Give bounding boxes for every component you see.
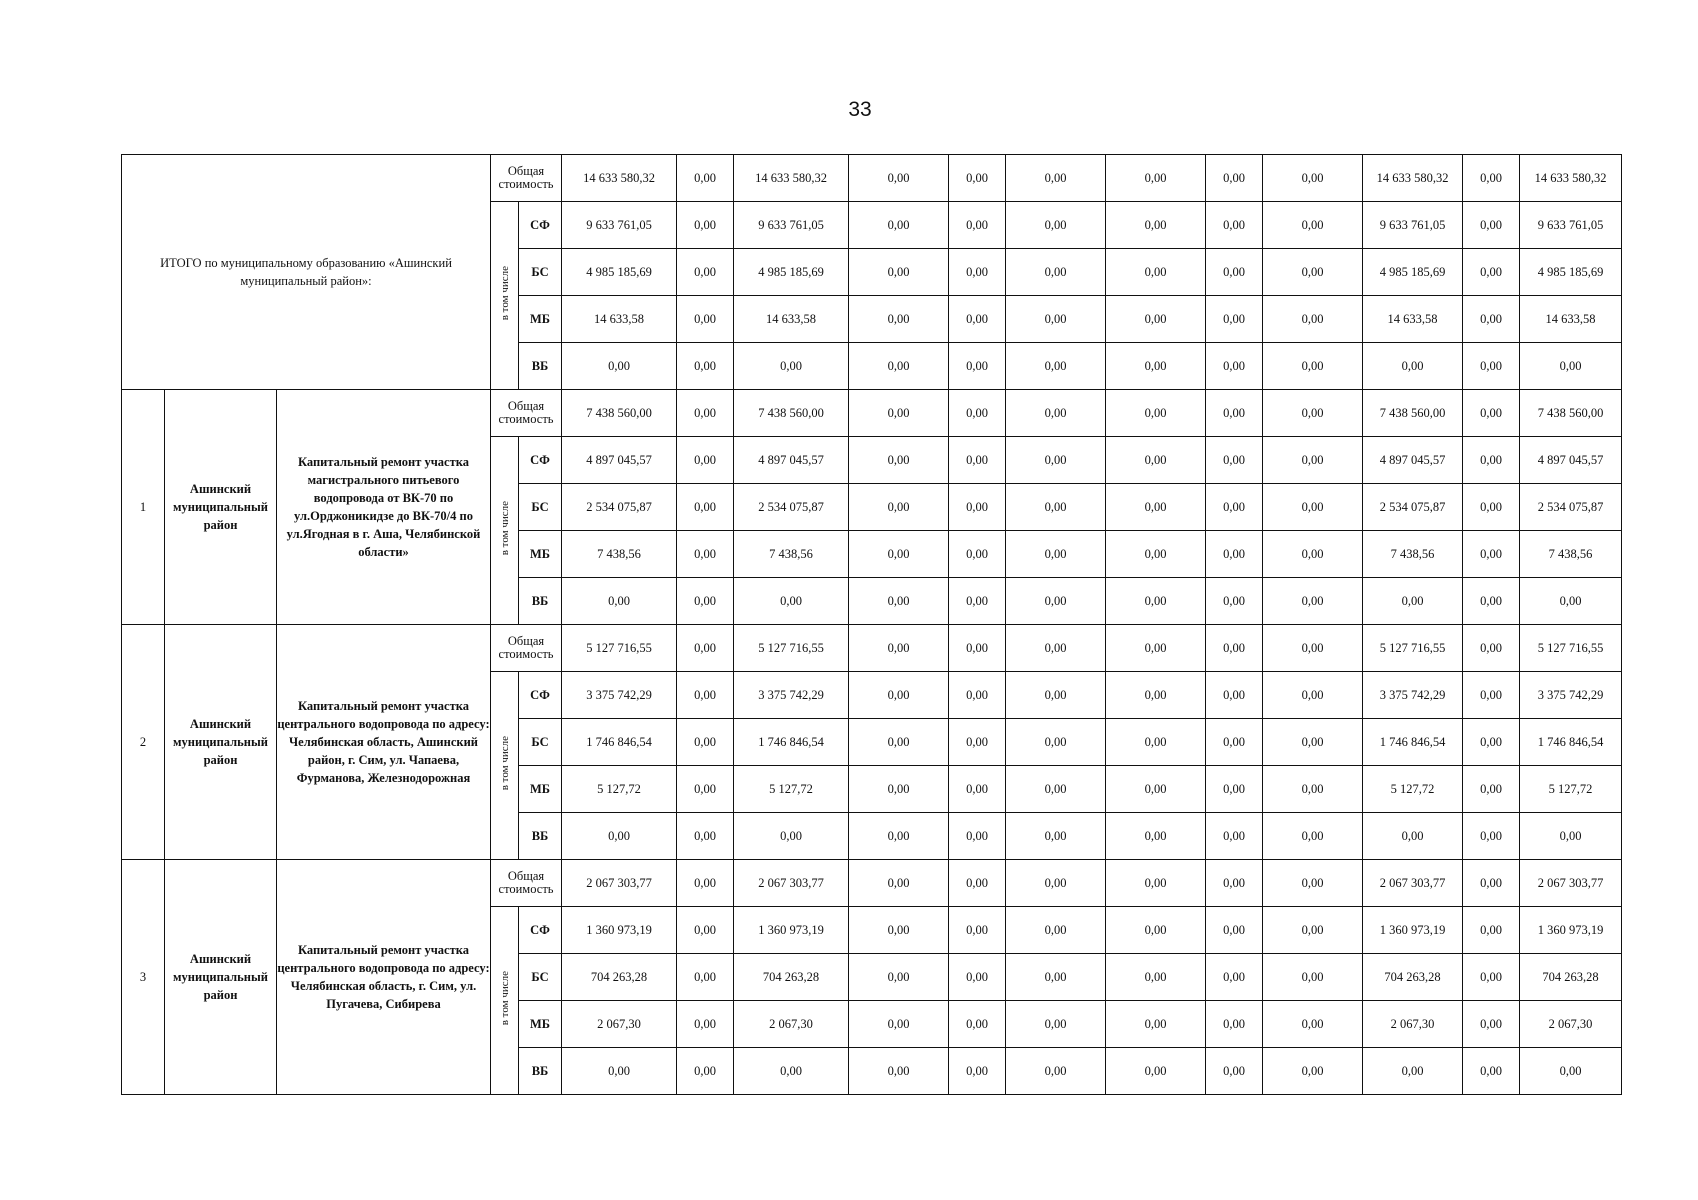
amount-cell: 9 633 761,05 (562, 202, 677, 249)
amount-cell: 0,00 (1263, 202, 1363, 249)
amount-cell: 0,00 (1263, 343, 1363, 390)
amount-cell: 0,00 (949, 202, 1006, 249)
item-number: 1 (122, 390, 165, 625)
amount-cell: 0,00 (1006, 907, 1106, 954)
amount-cell: 0,00 (1463, 907, 1520, 954)
amount-cell: 0,00 (1206, 954, 1263, 1001)
amount-cell: 0,00 (677, 907, 734, 954)
amount-cell: 0,00 (1206, 155, 1263, 202)
amount-cell: 7 438 560,00 (1363, 390, 1463, 437)
amount-cell: 0,00 (1263, 484, 1363, 531)
amount-cell: 5 127 716,55 (1520, 625, 1622, 672)
amount-cell: 2 067 303,77 (1363, 860, 1463, 907)
amount-cell: 704 263,28 (734, 954, 849, 1001)
amount-cell: 0,00 (677, 390, 734, 437)
amount-cell: 0,00 (1106, 766, 1206, 813)
amount-cell: 0,00 (1206, 296, 1263, 343)
amount-cell: 0,00 (734, 813, 849, 860)
summary-title: ИТОГО по муниципальному образованию «Ашинский муниципальный район»: (122, 155, 491, 390)
item-2-row (122, 625, 1622, 672)
funding-source: СФ (519, 907, 562, 954)
amount-cell: 0,00 (1006, 672, 1106, 719)
amount-cell: 704 263,28 (1363, 954, 1463, 1001)
amount-cell: 2 534 075,87 (562, 484, 677, 531)
amount-cell: 0,00 (849, 202, 949, 249)
funding-source: БС (519, 719, 562, 766)
amount-cell: 1 360 973,19 (734, 907, 849, 954)
amount-cell: 1 746 846,54 (1520, 719, 1622, 766)
amount-cell: 0,00 (1006, 860, 1106, 907)
amount-cell: 0,00 (949, 907, 1006, 954)
amount-cell: 4 985 185,69 (562, 249, 677, 296)
amount-cell: 0,00 (1106, 343, 1206, 390)
amount-cell: 14 633,58 (734, 296, 849, 343)
amount-cell: 0,00 (1463, 1048, 1520, 1095)
amount-cell: 7 438,56 (562, 531, 677, 578)
amount-cell: 0,00 (1106, 954, 1206, 1001)
amount-cell: 0,00 (1006, 813, 1106, 860)
funding-source: БС (519, 249, 562, 296)
amount-cell: 0,00 (1006, 155, 1106, 202)
amount-cell: 0,00 (849, 719, 949, 766)
amount-cell: 0,00 (1106, 202, 1206, 249)
amount-cell: 7 438,56 (1520, 531, 1622, 578)
amount-cell: 0,00 (1206, 907, 1263, 954)
amount-cell: 0,00 (1463, 249, 1520, 296)
amount-cell: 0,00 (849, 813, 949, 860)
amount-cell: 0,00 (677, 343, 734, 390)
amount-cell: 0,00 (1006, 1048, 1106, 1095)
amount-cell: 0,00 (1206, 719, 1263, 766)
amount-cell: 2 534 075,87 (1520, 484, 1622, 531)
amount-cell: 4 985 185,69 (1363, 249, 1463, 296)
amount-cell: 0,00 (1106, 578, 1206, 625)
amount-cell: 0,00 (1463, 343, 1520, 390)
amount-cell: 0,00 (1006, 766, 1106, 813)
amount-cell: 0,00 (1263, 860, 1363, 907)
funding-source: МБ (519, 766, 562, 813)
amount-cell: 0,00 (1106, 672, 1206, 719)
amount-cell: 0,00 (949, 390, 1006, 437)
amount-cell: 0,00 (677, 954, 734, 1001)
amount-cell: 0,00 (1106, 719, 1206, 766)
amount-cell: 0,00 (1263, 578, 1363, 625)
amount-cell: 9 633 761,05 (734, 202, 849, 249)
amount-cell: 0,00 (949, 719, 1006, 766)
funding-source: МБ (519, 531, 562, 578)
amount-cell: 0,00 (1463, 390, 1520, 437)
including-text: в том числе (498, 501, 511, 556)
amount-cell: 0,00 (1520, 578, 1622, 625)
amount-cell: 14 633 580,32 (562, 155, 677, 202)
funding-source: МБ (519, 296, 562, 343)
amount-cell: 0,00 (849, 343, 949, 390)
page-number: 33 (848, 98, 872, 121)
amount-cell: 0,00 (677, 296, 734, 343)
funding-source: СФ (519, 202, 562, 249)
amount-cell: 0,00 (1463, 437, 1520, 484)
amount-cell: 0,00 (1263, 437, 1363, 484)
amount-cell: 0,00 (1206, 343, 1263, 390)
amount-cell: 5 127,72 (1363, 766, 1463, 813)
amount-cell: 0,00 (1463, 578, 1520, 625)
amount-cell: 0,00 (1006, 437, 1106, 484)
amount-cell: 1 360 973,19 (562, 907, 677, 954)
amount-cell: 0,00 (949, 343, 1006, 390)
amount-cell: 0,00 (1463, 1001, 1520, 1048)
funding-source: СФ (519, 437, 562, 484)
amount-cell: 0,00 (1263, 296, 1363, 343)
item-1-row (122, 390, 1622, 437)
amount-cell: 0,00 (1463, 766, 1520, 813)
amount-cell: 0,00 (849, 390, 949, 437)
amount-cell: 0,00 (734, 1048, 849, 1095)
amount-cell: 2 067 303,77 (1520, 860, 1622, 907)
amount-cell: 3 375 742,29 (1520, 672, 1622, 719)
amount-cell: 0,00 (1463, 672, 1520, 719)
amount-cell: 0,00 (1106, 531, 1206, 578)
amount-cell: 0,00 (849, 296, 949, 343)
amount-cell: 14 633,58 (1520, 296, 1622, 343)
amount-cell: 0,00 (1206, 484, 1263, 531)
amount-cell: 0,00 (677, 813, 734, 860)
amount-cell: 0,00 (949, 672, 1006, 719)
item-district: Ашинский муниципальный район (165, 625, 277, 860)
amount-cell: 2 534 075,87 (734, 484, 849, 531)
amount-cell: 0,00 (1463, 813, 1520, 860)
amount-cell: 0,00 (849, 954, 949, 1001)
amount-cell: 0,00 (677, 155, 734, 202)
amount-cell: 2 067 303,77 (562, 860, 677, 907)
amount-cell: 0,00 (677, 484, 734, 531)
amount-cell: 7 438 560,00 (562, 390, 677, 437)
amount-cell: 0,00 (949, 860, 1006, 907)
amount-cell: 7 438,56 (1363, 531, 1463, 578)
amount-cell: 0,00 (949, 155, 1006, 202)
amount-cell: 0,00 (849, 578, 949, 625)
amount-cell: 0,00 (1463, 954, 1520, 1001)
amount-cell: 3 375 742,29 (562, 672, 677, 719)
amount-cell: 0,00 (949, 813, 1006, 860)
amount-cell: 0,00 (1006, 296, 1106, 343)
amount-cell: 14 633 580,32 (1363, 155, 1463, 202)
amount-cell: 14 633,58 (1363, 296, 1463, 343)
total-cost-label: Общая стоимость (491, 155, 562, 202)
amount-cell: 0,00 (949, 1048, 1006, 1095)
amount-cell: 0,00 (562, 343, 677, 390)
amount-cell: 0,00 (1206, 531, 1263, 578)
funding-source: БС (519, 484, 562, 531)
amount-cell: 0,00 (562, 813, 677, 860)
amount-cell: 0,00 (1006, 578, 1106, 625)
amount-cell: 0,00 (1206, 625, 1263, 672)
amount-cell: 0,00 (849, 484, 949, 531)
amount-cell: 4 985 185,69 (734, 249, 849, 296)
amount-cell: 0,00 (734, 578, 849, 625)
amount-cell: 0,00 (1106, 907, 1206, 954)
amount-cell: 0,00 (1463, 202, 1520, 249)
amount-cell: 0,00 (1363, 343, 1463, 390)
item-number: 2 (122, 625, 165, 860)
funding-source: МБ (519, 1001, 562, 1048)
amount-cell: 0,00 (849, 249, 949, 296)
amount-cell: 0,00 (1106, 813, 1206, 860)
amount-cell: 0,00 (1106, 296, 1206, 343)
funding-source: ВБ (519, 343, 562, 390)
amount-cell: 0,00 (949, 578, 1006, 625)
amount-cell: 14 633 580,32 (1520, 155, 1622, 202)
amount-cell: 4 897 045,57 (1363, 437, 1463, 484)
item-object-name: Капитальный ремонт участка центрального водопровода по адресу: Челябинская область, Ашинский район, г. Сим, ул. Чапаева, Фурманова, Железнодорожная (277, 625, 491, 860)
amount-cell: 0,00 (1463, 860, 1520, 907)
amount-cell: 0,00 (1520, 813, 1622, 860)
amount-cell: 0,00 (1263, 766, 1363, 813)
amount-cell: 0,00 (1006, 719, 1106, 766)
amount-cell: 0,00 (849, 437, 949, 484)
amount-cell: 0,00 (562, 1048, 677, 1095)
item-district: Ашинский муниципальный район (165, 390, 277, 625)
amount-cell: 0,00 (849, 625, 949, 672)
amount-cell: 4 897 045,57 (562, 437, 677, 484)
amount-cell: 0,00 (1206, 437, 1263, 484)
amount-cell: 0,00 (1006, 625, 1106, 672)
amount-cell: 0,00 (1463, 625, 1520, 672)
amount-cell: 5 127 716,55 (562, 625, 677, 672)
item-number: 3 (122, 860, 165, 1095)
amount-cell: 0,00 (1006, 249, 1106, 296)
amount-cell: 2 067,30 (734, 1001, 849, 1048)
amount-cell: 0,00 (1106, 390, 1206, 437)
amount-cell: 0,00 (1006, 390, 1106, 437)
amount-cell: 0,00 (1463, 484, 1520, 531)
amount-cell: 0,00 (677, 860, 734, 907)
amount-cell: 0,00 (1206, 249, 1263, 296)
item-district: Ашинский муниципальный район (165, 860, 277, 1095)
amount-cell: 0,00 (1006, 202, 1106, 249)
amount-cell: 4 985 185,69 (1520, 249, 1622, 296)
amount-cell: 1 746 846,54 (734, 719, 849, 766)
amount-cell: 0,00 (1263, 672, 1363, 719)
amount-cell: 0,00 (1263, 249, 1363, 296)
summary-row (122, 155, 1622, 202)
amount-cell: 0,00 (849, 531, 949, 578)
amount-cell: 0,00 (1106, 1048, 1206, 1095)
amount-cell: 0,00 (1006, 531, 1106, 578)
amount-cell: 0,00 (562, 578, 677, 625)
amount-cell: 0,00 (1463, 531, 1520, 578)
amount-cell: 0,00 (1106, 155, 1206, 202)
amount-cell: 2 534 075,87 (1363, 484, 1463, 531)
amount-cell: 0,00 (849, 860, 949, 907)
including-text: в том числе (498, 266, 511, 321)
amount-cell: 704 263,28 (1520, 954, 1622, 1001)
amount-cell: 14 633 580,32 (734, 155, 849, 202)
amount-cell: 704 263,28 (562, 954, 677, 1001)
amount-cell: 3 375 742,29 (1363, 672, 1463, 719)
total-cost-label: Общая стоимость (491, 390, 562, 437)
amount-cell: 2 067,30 (562, 1001, 677, 1048)
amount-cell: 0,00 (677, 672, 734, 719)
amount-cell: 0,00 (949, 531, 1006, 578)
amount-cell: 0,00 (1006, 343, 1106, 390)
amount-cell: 2 067 303,77 (734, 860, 849, 907)
amount-cell: 5 127 716,55 (1363, 625, 1463, 672)
amount-cell: 0,00 (949, 625, 1006, 672)
item-object-name: Капитальный ремонт участка центрального водопровода по адресу: Челябинская область, г. Сим, ул. Пугачева, Сибирева (277, 860, 491, 1095)
amount-cell: 0,00 (677, 531, 734, 578)
amount-cell: 0,00 (677, 578, 734, 625)
including-label (491, 437, 519, 625)
amount-cell: 0,00 (677, 1048, 734, 1095)
amount-cell: 0,00 (1206, 1048, 1263, 1095)
total-cost-label: Общая стоимость (491, 625, 562, 672)
amount-cell: 0,00 (1463, 296, 1520, 343)
amount-cell: 0,00 (1206, 813, 1263, 860)
amount-cell: 0,00 (1263, 1001, 1363, 1048)
amount-cell: 0,00 (1263, 625, 1363, 672)
funding-source: СФ (519, 672, 562, 719)
including-text: в том числе (498, 971, 511, 1026)
funding-source: ВБ (519, 1048, 562, 1095)
amount-cell: 0,00 (1106, 860, 1206, 907)
amount-cell: 0,00 (677, 202, 734, 249)
amount-cell: 0,00 (1520, 343, 1622, 390)
amount-cell: 7 438 560,00 (734, 390, 849, 437)
including-label (491, 202, 519, 390)
amount-cell: 0,00 (677, 766, 734, 813)
including-text: в том числе (498, 736, 511, 791)
amount-cell: 0,00 (1520, 1048, 1622, 1095)
amount-cell: 0,00 (1206, 390, 1263, 437)
amount-cell: 0,00 (1206, 766, 1263, 813)
amount-cell: 0,00 (949, 766, 1006, 813)
amount-cell: 0,00 (849, 1001, 949, 1048)
amount-cell: 0,00 (1463, 719, 1520, 766)
amount-cell: 9 633 761,05 (1520, 202, 1622, 249)
amount-cell: 1 360 973,19 (1363, 907, 1463, 954)
amount-cell: 5 127,72 (734, 766, 849, 813)
amount-cell: 0,00 (1106, 249, 1206, 296)
including-label (491, 907, 519, 1095)
amount-cell: 0,00 (849, 672, 949, 719)
amount-cell: 0,00 (949, 484, 1006, 531)
amount-cell: 1 746 846,54 (1363, 719, 1463, 766)
amount-cell: 0,00 (1463, 155, 1520, 202)
amount-cell: 0,00 (1006, 1001, 1106, 1048)
amount-cell: 1 746 846,54 (562, 719, 677, 766)
amount-cell: 0,00 (1206, 578, 1263, 625)
amount-cell: 0,00 (677, 437, 734, 484)
funding-source: ВБ (519, 813, 562, 860)
amount-cell: 7 438,56 (734, 531, 849, 578)
amount-cell: 0,00 (1106, 484, 1206, 531)
amount-cell: 7 438 560,00 (1520, 390, 1622, 437)
amount-cell: 0,00 (1363, 1048, 1463, 1095)
amount-cell: 0,00 (734, 343, 849, 390)
amount-cell: 2 067,30 (1520, 1001, 1622, 1048)
amount-cell: 5 127,72 (562, 766, 677, 813)
amount-cell: 0,00 (1106, 437, 1206, 484)
amount-cell: 4 897 045,57 (734, 437, 849, 484)
amount-cell: 0,00 (1206, 1001, 1263, 1048)
amount-cell: 5 127,72 (1520, 766, 1622, 813)
amount-cell: 0,00 (677, 249, 734, 296)
amount-cell: 0,00 (1363, 578, 1463, 625)
amount-cell: 1 360 973,19 (1520, 907, 1622, 954)
funding-source: ВБ (519, 578, 562, 625)
amount-cell: 0,00 (1106, 1001, 1206, 1048)
amount-cell: 0,00 (949, 1001, 1006, 1048)
amount-cell: 0,00 (1263, 813, 1363, 860)
amount-cell: 0,00 (677, 1001, 734, 1048)
amount-cell: 0,00 (949, 249, 1006, 296)
including-label (491, 672, 519, 860)
amount-cell: 9 633 761,05 (1363, 202, 1463, 249)
amount-cell: 0,00 (849, 1048, 949, 1095)
amount-cell: 0,00 (1006, 954, 1106, 1001)
amount-cell: 2 067,30 (1363, 1001, 1463, 1048)
item-object-name: Капитальный ремонт участка магистрального питьевого водопровода от ВК-70 по ул.Орджоникидзе до ВК-70/4 по ул.Ягодная в г. Аша, Челябинской области» (277, 390, 491, 625)
item-3-row (122, 860, 1622, 907)
amount-cell: 0,00 (1106, 625, 1206, 672)
amount-cell: 0,00 (1263, 1048, 1363, 1095)
amount-cell: 0,00 (677, 719, 734, 766)
amount-cell: 0,00 (849, 907, 949, 954)
amount-cell: 0,00 (1263, 390, 1363, 437)
amount-cell: 0,00 (1263, 531, 1363, 578)
funding-source: БС (519, 954, 562, 1001)
amount-cell: 0,00 (1263, 907, 1363, 954)
amount-cell: 0,00 (949, 296, 1006, 343)
amount-cell: 0,00 (1206, 202, 1263, 249)
amount-cell: 3 375 742,29 (734, 672, 849, 719)
amount-cell: 0,00 (1006, 484, 1106, 531)
amount-cell: 0,00 (949, 437, 1006, 484)
amount-cell: 0,00 (1363, 813, 1463, 860)
amount-cell: 0,00 (1206, 672, 1263, 719)
amount-cell: 0,00 (849, 155, 949, 202)
amount-cell: 0,00 (1263, 954, 1363, 1001)
budget-table (121, 154, 1622, 1095)
amount-cell: 4 897 045,57 (1520, 437, 1622, 484)
amount-cell: 0,00 (1206, 860, 1263, 907)
amount-cell: 5 127 716,55 (734, 625, 849, 672)
amount-cell: 14 633,58 (562, 296, 677, 343)
amount-cell: 0,00 (949, 954, 1006, 1001)
amount-cell: 0,00 (677, 625, 734, 672)
amount-cell: 0,00 (1263, 155, 1363, 202)
total-cost-label: Общая стоимость (491, 860, 562, 907)
amount-cell: 0,00 (849, 766, 949, 813)
amount-cell: 0,00 (1263, 719, 1363, 766)
